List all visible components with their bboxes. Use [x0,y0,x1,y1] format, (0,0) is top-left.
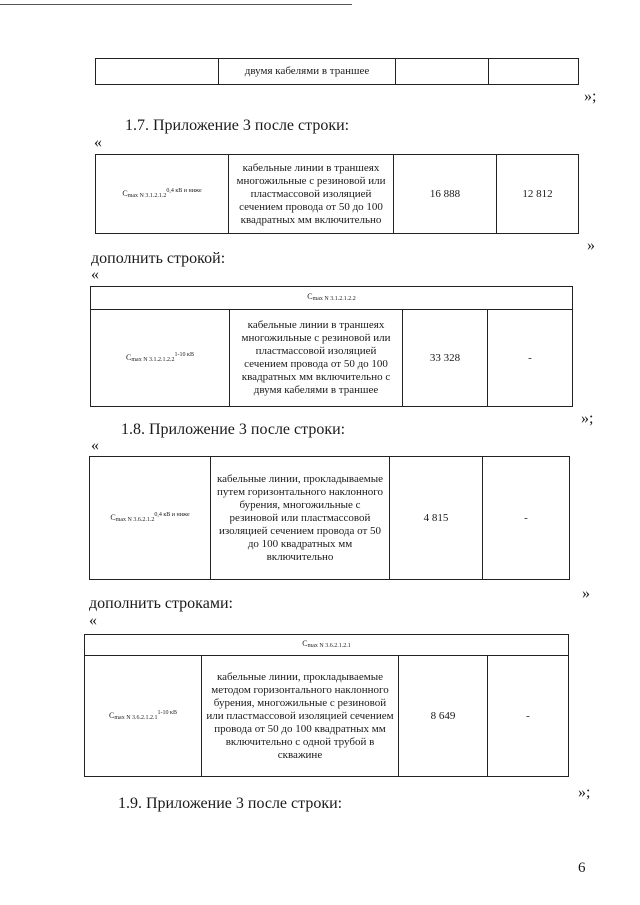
table-1 [95,154,579,234]
desc-cell: кабельные линии, прокладываемые путем горизонтального наклонного бурения, многожильные с резиновой или пластмассовой изоляцией сечением провода от 50 до 100 квадратных мм включительно [211,457,390,580]
table-3 [89,456,570,580]
table-4 [84,634,569,777]
code-label: $C_{max N 3.1.2.1.2}^{0,4 кВ и ниже}$ [122,188,202,199]
code-cell [96,155,229,234]
header-cell [85,635,569,656]
code-cell [96,59,219,85]
top-rule [0,4,352,5]
table-top [95,58,579,85]
value-cell: - [488,310,573,407]
desc-cell: двумя кабелями в траншее [219,59,396,85]
code-label: $C_{max N 3.6.2.1.2.1}^{1-10 кВ}$ [109,710,177,721]
value-cell: - [483,457,570,580]
heading-1-8: 1.8. Приложение 3 после строки: [121,421,346,438]
code-label: $C_{max N 3.6.2.1.2}^{0,4 кВ и ниже}$ [110,512,190,523]
closing-quote: » [587,237,595,254]
header-cell [91,287,573,310]
value-cell: 16 888 [394,155,497,234]
heading-1-9: 1.9. Приложение 3 после строки: [118,795,343,812]
closing-quote: »; [578,784,591,801]
add-rows-label: дополнить строками: [89,595,233,612]
value-cell: - [488,656,569,777]
code-cell [91,310,230,407]
table-header-row [91,287,573,310]
header-code-label: $C_{max N 3.1.2.1.2.2}$ [307,292,356,302]
value-cell: 33 328 [403,310,488,407]
closing-quote: »; [584,88,597,105]
table-row [90,457,570,580]
code-cell [85,656,202,777]
closing-quote: »; [581,410,594,427]
table-row [91,310,573,407]
desc-cell: кабельные линии в траншеях многожильные с резиновой или пластмассовой изоляцией сечением провода от 50 до 100 квадратных мм включительно с двумя кабелями в траншее [230,310,403,407]
header-code-label: $C_{max N 3.6.2.1.2.1}$ [302,639,351,649]
value-cell: 8 649 [399,656,488,777]
table-row [96,155,579,234]
opening-quote: « [91,437,99,454]
page-number: 6 [578,860,586,876]
desc-cell: кабельные линии, прокладываемые методом горизонтального наклонного бурения, многожильные с резиновой или пластмассовой изоляцией сечением провода от 50 до 100 квадратных мм включительно с одной трубой в скважине [202,656,399,777]
code-cell [90,457,211,580]
table-row [85,656,569,777]
value-cell: 4 815 [390,457,483,580]
table-row [96,59,579,85]
heading-1-7: 1.7. Приложение 3 после строки: [125,117,350,134]
code-label: $C_{max N 3.1.2.1.2.2}^{1-10 кВ}$ [126,352,194,363]
opening-quote: « [89,612,97,629]
value-cell [489,59,579,85]
add-row-label: дополнить строкой: [91,250,226,267]
value-cell: 12 812 [497,155,579,234]
table-header-row [85,635,569,656]
opening-quote: « [91,266,99,283]
value-cell [396,59,489,85]
opening-quote: « [94,134,102,151]
closing-quote: » [582,585,590,602]
table-2 [90,286,573,407]
desc-cell: кабельные линии в траншеях многожильные с резиновой или пластмассовой изоляцией сечением провода от 50 до 100 квадратных мм включительно [229,155,394,234]
